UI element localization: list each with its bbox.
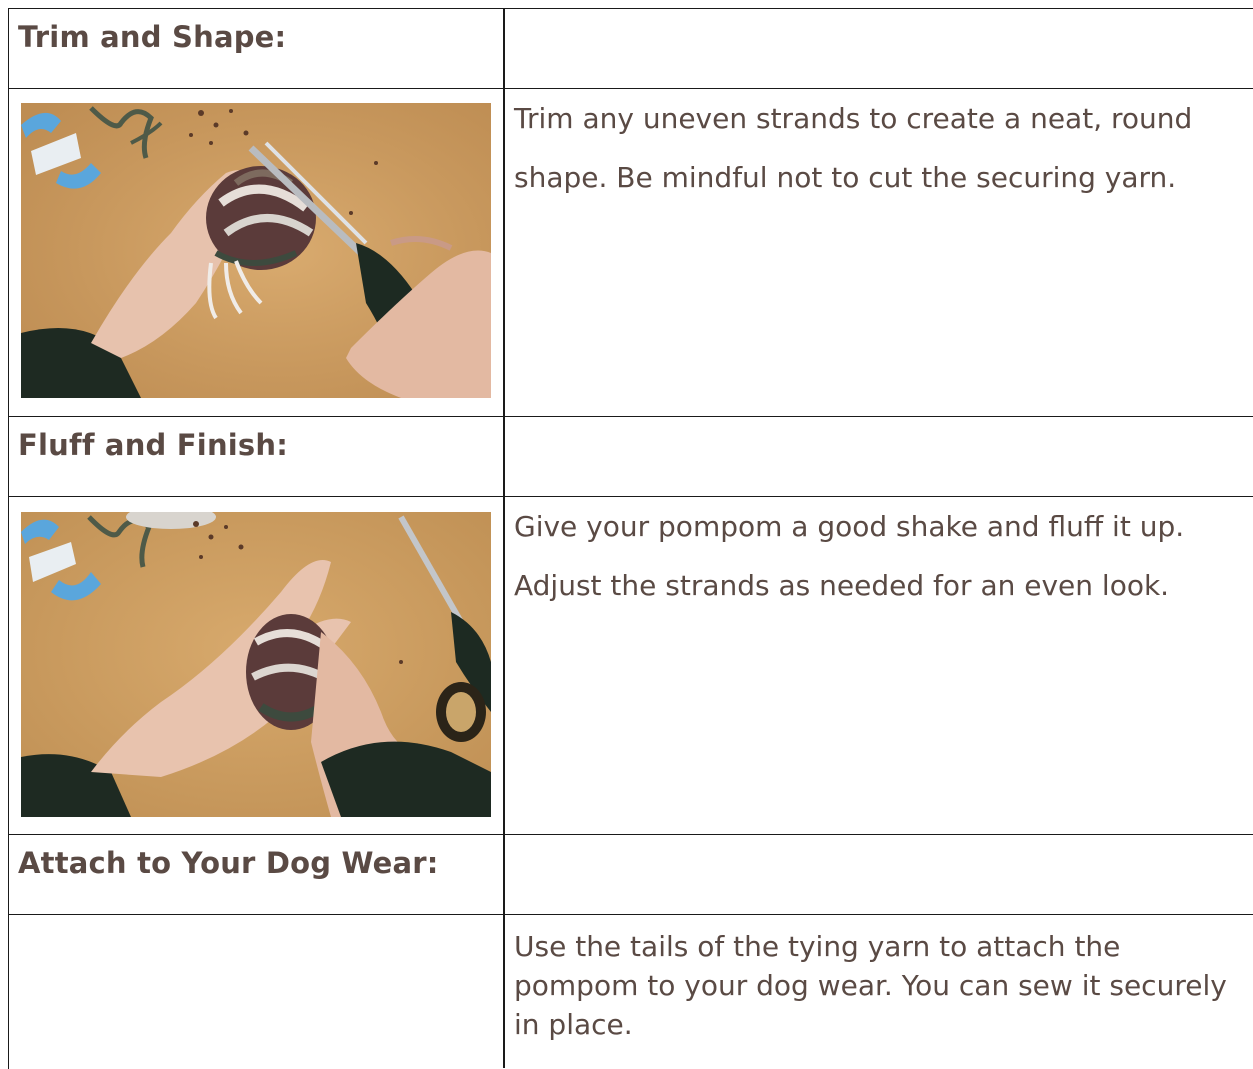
step-heading-attach: Attach to Your Dog Wear:: [18, 846, 439, 880]
step-description-attach: Use the tails of the tying yarn to attach the pompom to your dog wear. You can sew it securely in place.: [514, 930, 1227, 1041]
step-description-fluff: Give your pompom a good shake and fluff it up. Adjust the strands as needed for an even look.: [514, 510, 1185, 602]
column-divider: [503, 8, 505, 1068]
fluffing-photo: [21, 512, 491, 817]
trimming-photo: [21, 103, 491, 398]
step-description-trim: Trim any uneven strands to create a neat, round shape. Be mindful not to cut the securing yarn.: [514, 102, 1193, 194]
step-heading-trim: Trim and Shape:: [18, 20, 287, 54]
step-heading-fluff: Fluff and Finish:: [18, 428, 289, 462]
